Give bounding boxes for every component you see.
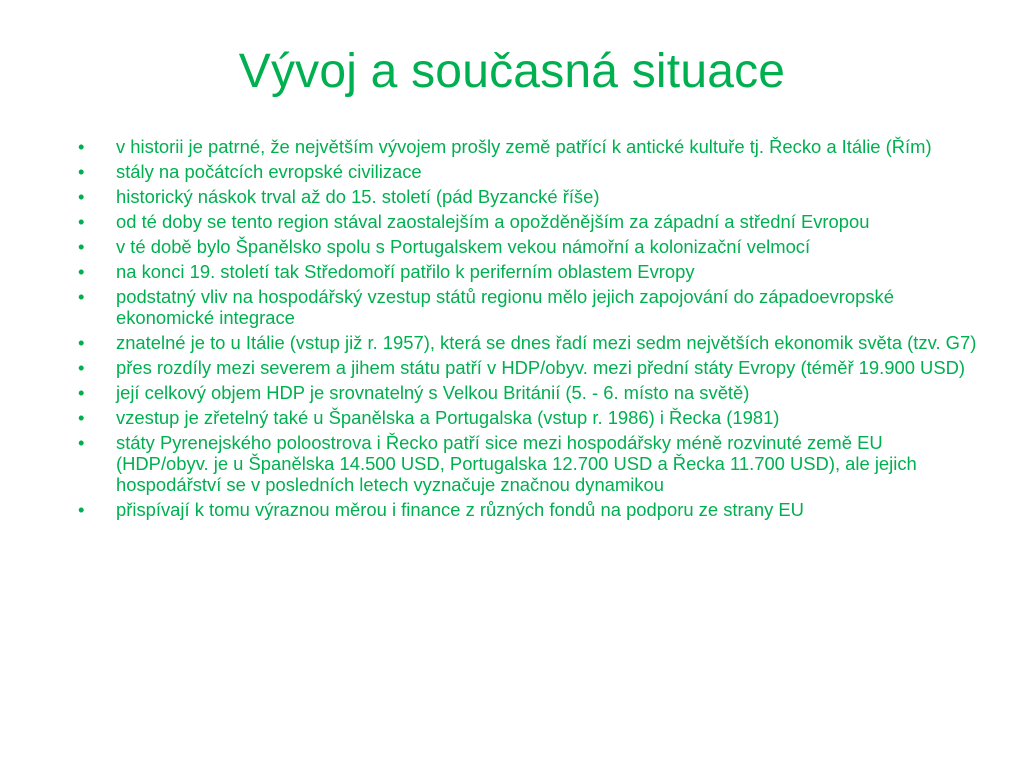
bullet-text: přispívají k tomu výraznou měrou i finance z různých fondů na podporu ze strany EU: [116, 499, 804, 520]
bullet-text: státy Pyrenejského poloostrova i Řecko patří sice mezi hospodářsky méně rozvinuté země EU (HDP/obyv. je u Španělska 14.500 USD, Portugalska 12.700 USD a Řecka 11.700 USD), ale jejich hospodářství se v posledních letech vyznačuje značnou dynamikou: [116, 432, 917, 495]
bullet-item: [78, 136, 978, 157]
bullet-icon: •: [78, 432, 85, 453]
bullet-icon: •: [78, 357, 85, 378]
bullet-icon: •: [78, 136, 85, 157]
bullet-list: [78, 136, 978, 524]
bullet-item: [78, 236, 978, 257]
bullet-icon: •: [78, 332, 85, 353]
bullet-text: vzestup je zřetelný také u Španělska a Portugalska (vstup r. 1986) i Řecka (1981): [116, 407, 780, 428]
bullet-item: [78, 382, 978, 403]
bullet-item: [78, 211, 978, 232]
bullet-text: na konci 19. století tak Středomoří patřilo k periferním oblastem Evropy: [116, 261, 695, 282]
bullet-icon: •: [78, 499, 85, 520]
bullet-text: v té době bylo Španělsko spolu s Portugalskem vekou námořní a kolonizační velmocí: [116, 236, 811, 257]
bullet-item: [78, 286, 978, 328]
bullet-text: od té doby se tento region stával zaostalejším a opožděnějším za západní a střední Evropou: [116, 211, 870, 232]
bullet-icon: •: [78, 286, 85, 307]
bullet-item: [78, 186, 978, 207]
bullet-icon: •: [78, 236, 85, 257]
bullet-text: přes rozdíly mezi severem a jihem státu patří v HDP/obyv. mezi přední státy Evropy (téměř 19.900 USD): [116, 357, 965, 378]
bullet-icon: •: [78, 382, 85, 403]
bullet-item: [78, 432, 978, 495]
bullet-text: podstatný vliv na hospodářský vzestup států regionu mělo jejich zapojování do západoevropské ekonomické integrace: [116, 286, 894, 328]
bullet-icon: •: [78, 407, 85, 428]
bullet-item: [78, 499, 978, 520]
bullet-item: [78, 357, 978, 378]
bullet-icon: •: [78, 186, 85, 207]
bullet-text: historický náskok trval až do 15. století (pád Byzancké říše): [116, 186, 600, 207]
bullet-icon: •: [78, 261, 85, 282]
bullet-icon: •: [78, 211, 85, 232]
bullet-icon: •: [78, 161, 85, 182]
bullet-text: znatelné je to u Itálie (vstup již r. 1957), která se dnes řadí mezi sedm největších ekonomik světa (tzv. G7): [116, 332, 977, 353]
bullet-item: [78, 407, 978, 428]
bullet-item: [78, 161, 978, 182]
bullet-item: [78, 261, 978, 282]
bullet-text: v historii je patrné, že největším vývojem prošly země patřící k antické kultuře tj. Řecko a Itálie (Řím): [116, 136, 932, 157]
bullet-item: [78, 332, 978, 353]
bullet-text: její celkový objem HDP je srovnatelný s Velkou Británií (5. - 6. místo na světě): [116, 382, 750, 403]
slide-title: Vývoj a současná situace: [238, 45, 786, 98]
bullet-text: stály na počátcích evropské civilizace: [116, 161, 422, 182]
